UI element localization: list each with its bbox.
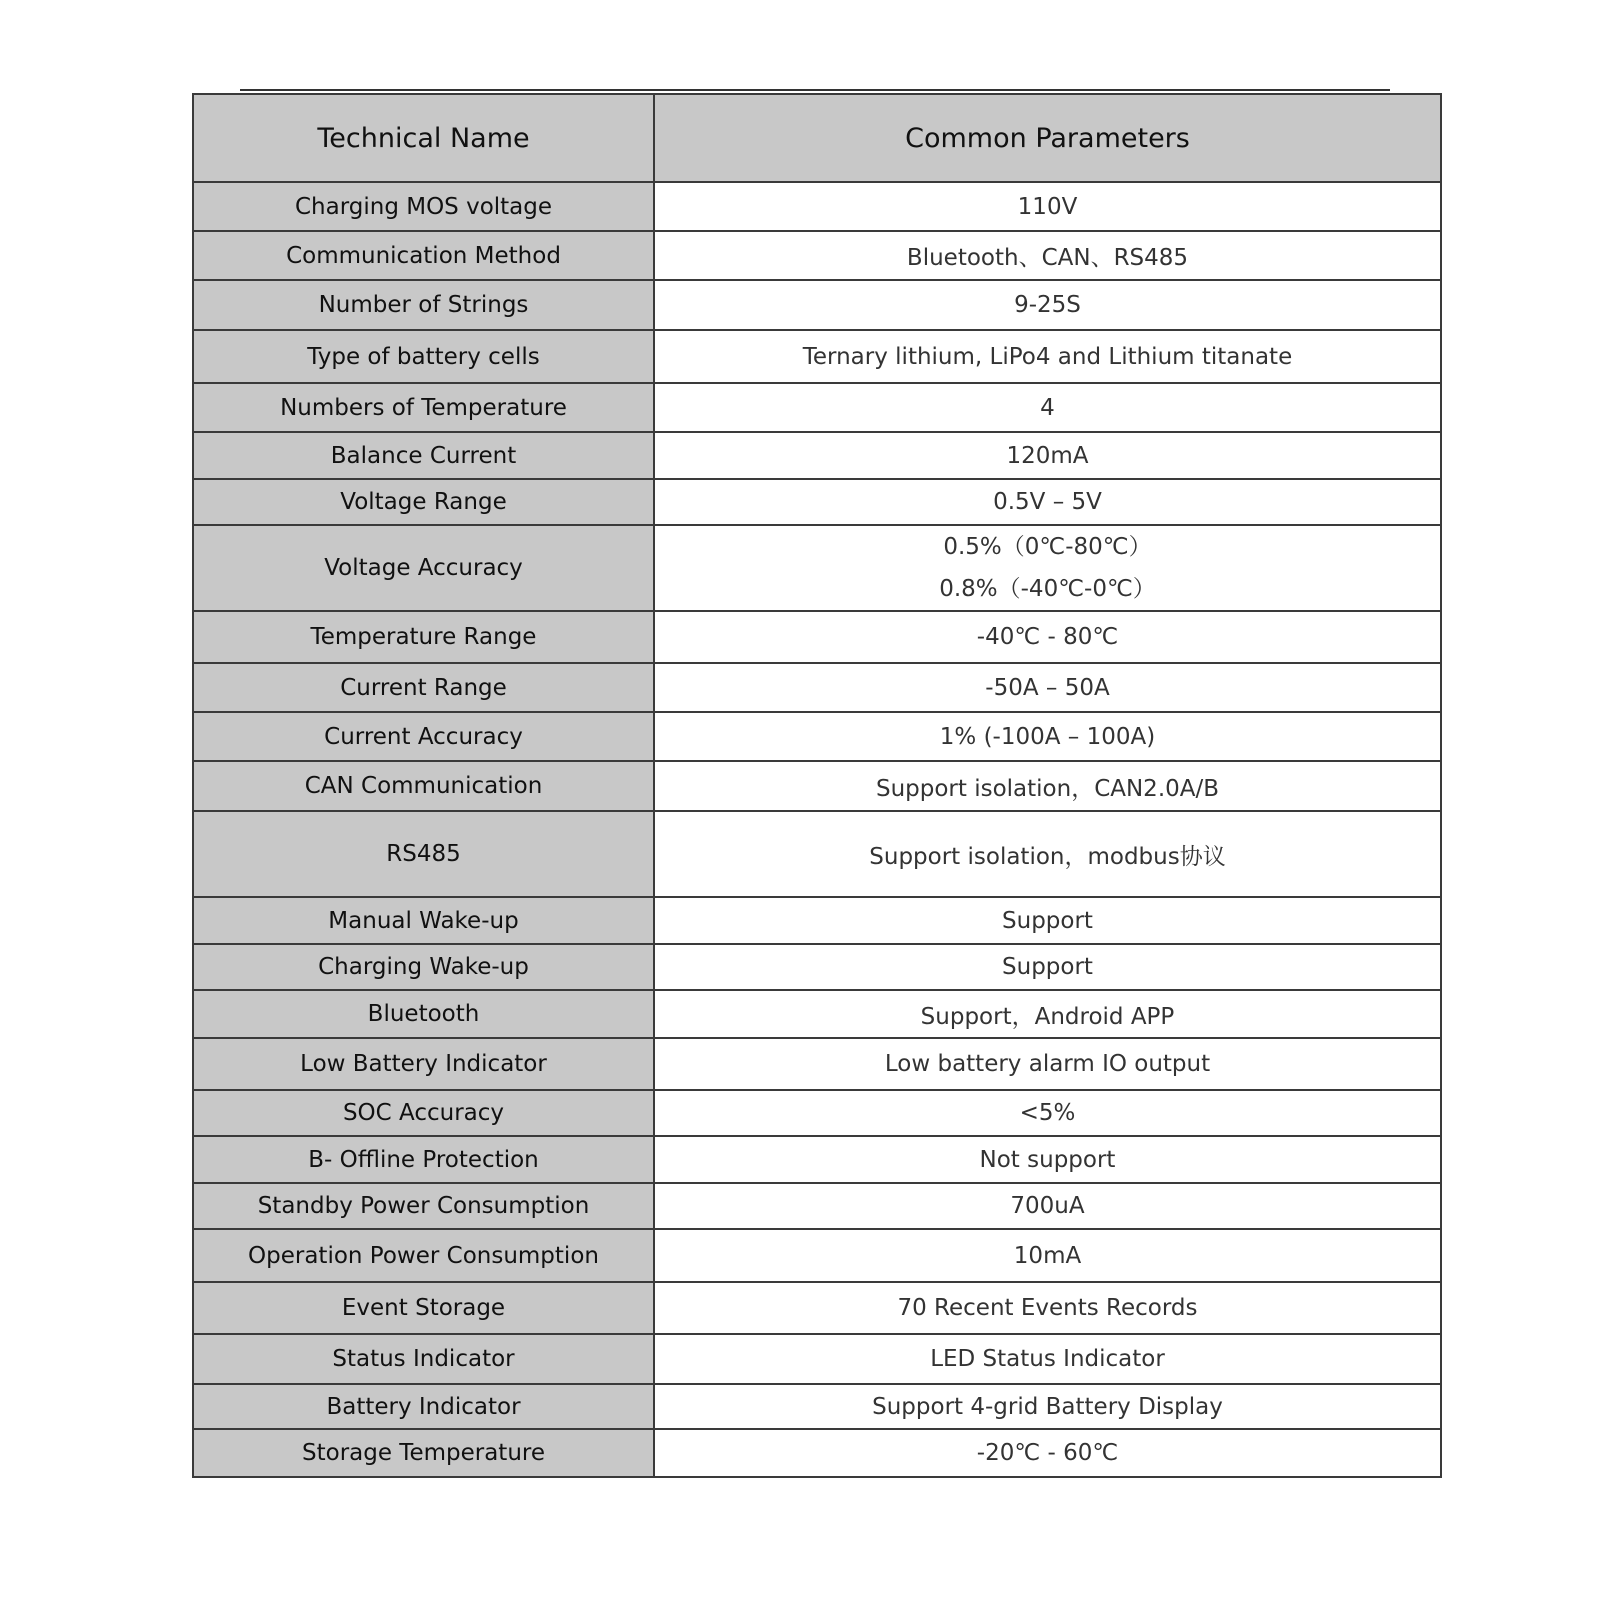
- table-row: [193, 1229, 1441, 1282]
- technical-name-cell: Low Battery Indicator: [193, 1038, 654, 1090]
- parameter-value-cell: [654, 811, 1441, 897]
- parameter-value-text: LED Status Indicator: [930, 1346, 1165, 1372]
- parameter-value-cell: [654, 330, 1441, 383]
- parameter-value-text: <5%: [1019, 1100, 1076, 1126]
- technical-name-cell: Manual Wake-up: [193, 897, 654, 944]
- parameter-value-cell: [654, 1334, 1441, 1384]
- parameter-value-text: 0.5%（0℃-80℃）: [943, 534, 1152, 560]
- table-row: [193, 1282, 1441, 1334]
- table-row: [193, 944, 1441, 990]
- technical-name-cell: Temperature Range: [193, 611, 654, 663]
- table-row: [193, 1038, 1441, 1090]
- parameter-value-cell: [654, 383, 1441, 432]
- technical-name-cell: Numbers of Temperature: [193, 383, 654, 432]
- table-row: [193, 479, 1441, 525]
- table-row: [193, 1183, 1441, 1229]
- table-row: [193, 990, 1441, 1038]
- table-row: [193, 1384, 1441, 1429]
- technical-name-cell: Bluetooth: [193, 990, 654, 1038]
- technical-name-cell: Current Accuracy: [193, 712, 654, 761]
- parameter-value-text: Bluetooth、CAN、RS485: [906, 245, 1189, 271]
- technical-name-cell: Communication Method: [193, 231, 654, 280]
- parameter-value-cell: [654, 280, 1441, 330]
- parameter-value-cell: [654, 231, 1441, 280]
- spec-table-body: [193, 182, 1441, 1477]
- parameter-value-cell: [654, 761, 1441, 811]
- technical-name-cell: SOC Accuracy: [193, 1090, 654, 1136]
- parameter-value-cell: [654, 1183, 1441, 1229]
- technical-name-cell: Event Storage: [193, 1282, 654, 1334]
- table-row: [193, 897, 1441, 944]
- parameter-value-text: Support，Android APP: [920, 1003, 1175, 1030]
- parameter-value-text: Ternary lithium, LiPo4 and Lithium titanate: [802, 343, 1293, 370]
- parameter-value-text: 0.8%（-40℃-0℃）: [939, 576, 1156, 602]
- technical-name-cell: Voltage Accuracy: [193, 525, 654, 611]
- parameter-value-text: Not support: [979, 1146, 1116, 1173]
- technical-name-cell: Operation Power Consumption: [193, 1229, 654, 1282]
- parameter-value-cell: [654, 990, 1441, 1038]
- parameter-value-text: Support isolation，modbus协议: [869, 843, 1226, 870]
- parameter-value-text: 120mA: [1006, 442, 1089, 469]
- parameter-value-text: -40℃ - 80℃: [976, 624, 1119, 650]
- technical-name-cell: Balance Current: [193, 432, 654, 479]
- table-row: [193, 1136, 1441, 1183]
- technical-name-cell: Charging Wake-up: [193, 944, 654, 990]
- table-row: [193, 280, 1441, 330]
- technical-name-cell: Type of battery cells: [193, 330, 654, 383]
- technical-name-cell: Status Indicator: [193, 1334, 654, 1384]
- parameter-value-cell: [654, 432, 1441, 479]
- table-row: [193, 525, 1441, 611]
- parameter-value-cell: [654, 1090, 1441, 1136]
- technical-name-cell: Storage Temperature: [193, 1429, 654, 1477]
- parameter-value-cell: [654, 611, 1441, 663]
- table-row: [193, 611, 1441, 663]
- parameter-value-cell: [654, 479, 1441, 525]
- parameter-value-text: 70 Recent Events Records: [897, 1295, 1198, 1321]
- table-row: [193, 811, 1441, 897]
- parameter-value-text: -20℃ - 60℃: [976, 1440, 1119, 1466]
- parameter-value-cell: [654, 1038, 1441, 1090]
- header-common-parameters: Common Parameters: [654, 94, 1441, 182]
- technical-name-cell: Current Range: [193, 663, 654, 712]
- technical-name-cell: Standby Power Consumption: [193, 1183, 654, 1229]
- parameter-value-cell: [654, 944, 1441, 990]
- parameter-value-cell: [654, 1384, 1441, 1429]
- parameter-value-text: Support: [1002, 954, 1093, 980]
- table-row: [193, 663, 1441, 712]
- parameter-value-text: 110V: [1017, 193, 1078, 220]
- parameter-value-cell: [654, 1136, 1441, 1183]
- parameter-value-text: 1% (-100A – 100A): [939, 723, 1156, 750]
- parameter-value-text: 10mA: [1013, 1242, 1082, 1269]
- table-row: [193, 383, 1441, 432]
- parameter-value-text: Support 4-grid Battery Display: [872, 1393, 1223, 1420]
- table-row: [193, 1334, 1441, 1384]
- parameter-value-cell: [654, 1429, 1441, 1477]
- parameter-value-cell: [654, 897, 1441, 944]
- technical-name-cell: B- Offline Protection: [193, 1136, 654, 1183]
- technical-name-cell: Voltage Range: [193, 479, 654, 525]
- parameter-value-text: 9-25S: [1014, 292, 1081, 318]
- parameter-value-cell: [654, 182, 1441, 231]
- technical-name-cell: RS485: [193, 811, 654, 897]
- parameter-value-text: Support isolation，CAN2.0A/B: [875, 775, 1220, 802]
- table-row: [193, 432, 1441, 479]
- parameter-value-text: 700uA: [1010, 1193, 1085, 1219]
- header-technical-name: Technical Name: [193, 94, 654, 182]
- parameter-value-cell: [654, 663, 1441, 712]
- table-row: [193, 231, 1441, 280]
- technical-name-cell: Battery Indicator: [193, 1384, 654, 1429]
- spec-table: [192, 93, 1442, 1478]
- parameter-value-cell: [654, 525, 1441, 611]
- parameter-value-text: 0.5V – 5V: [993, 489, 1102, 515]
- parameter-value-cell: [654, 1229, 1441, 1282]
- parameter-value-text: -50A – 50A: [985, 674, 1110, 701]
- parameter-value-text: Support: [1002, 907, 1093, 934]
- technical-name-cell: Charging MOS voltage: [193, 182, 654, 231]
- parameter-value-cell: [654, 1282, 1441, 1334]
- table-row: [193, 182, 1441, 231]
- table-row: [193, 761, 1441, 811]
- parameter-value-text: Low battery alarm IO output: [884, 1051, 1211, 1077]
- table-row: [193, 712, 1441, 761]
- technical-name-cell: CAN Communication: [193, 761, 654, 811]
- technical-name-cell: Number of Strings: [193, 280, 654, 330]
- parameter-value-text: 4: [1040, 394, 1055, 421]
- table-row: [193, 1429, 1441, 1477]
- table-row: [193, 330, 1441, 383]
- table-header-row: [193, 94, 1441, 182]
- top-rule: [240, 89, 1390, 91]
- table-row: [193, 1090, 1441, 1136]
- parameter-value-cell: [654, 712, 1441, 761]
